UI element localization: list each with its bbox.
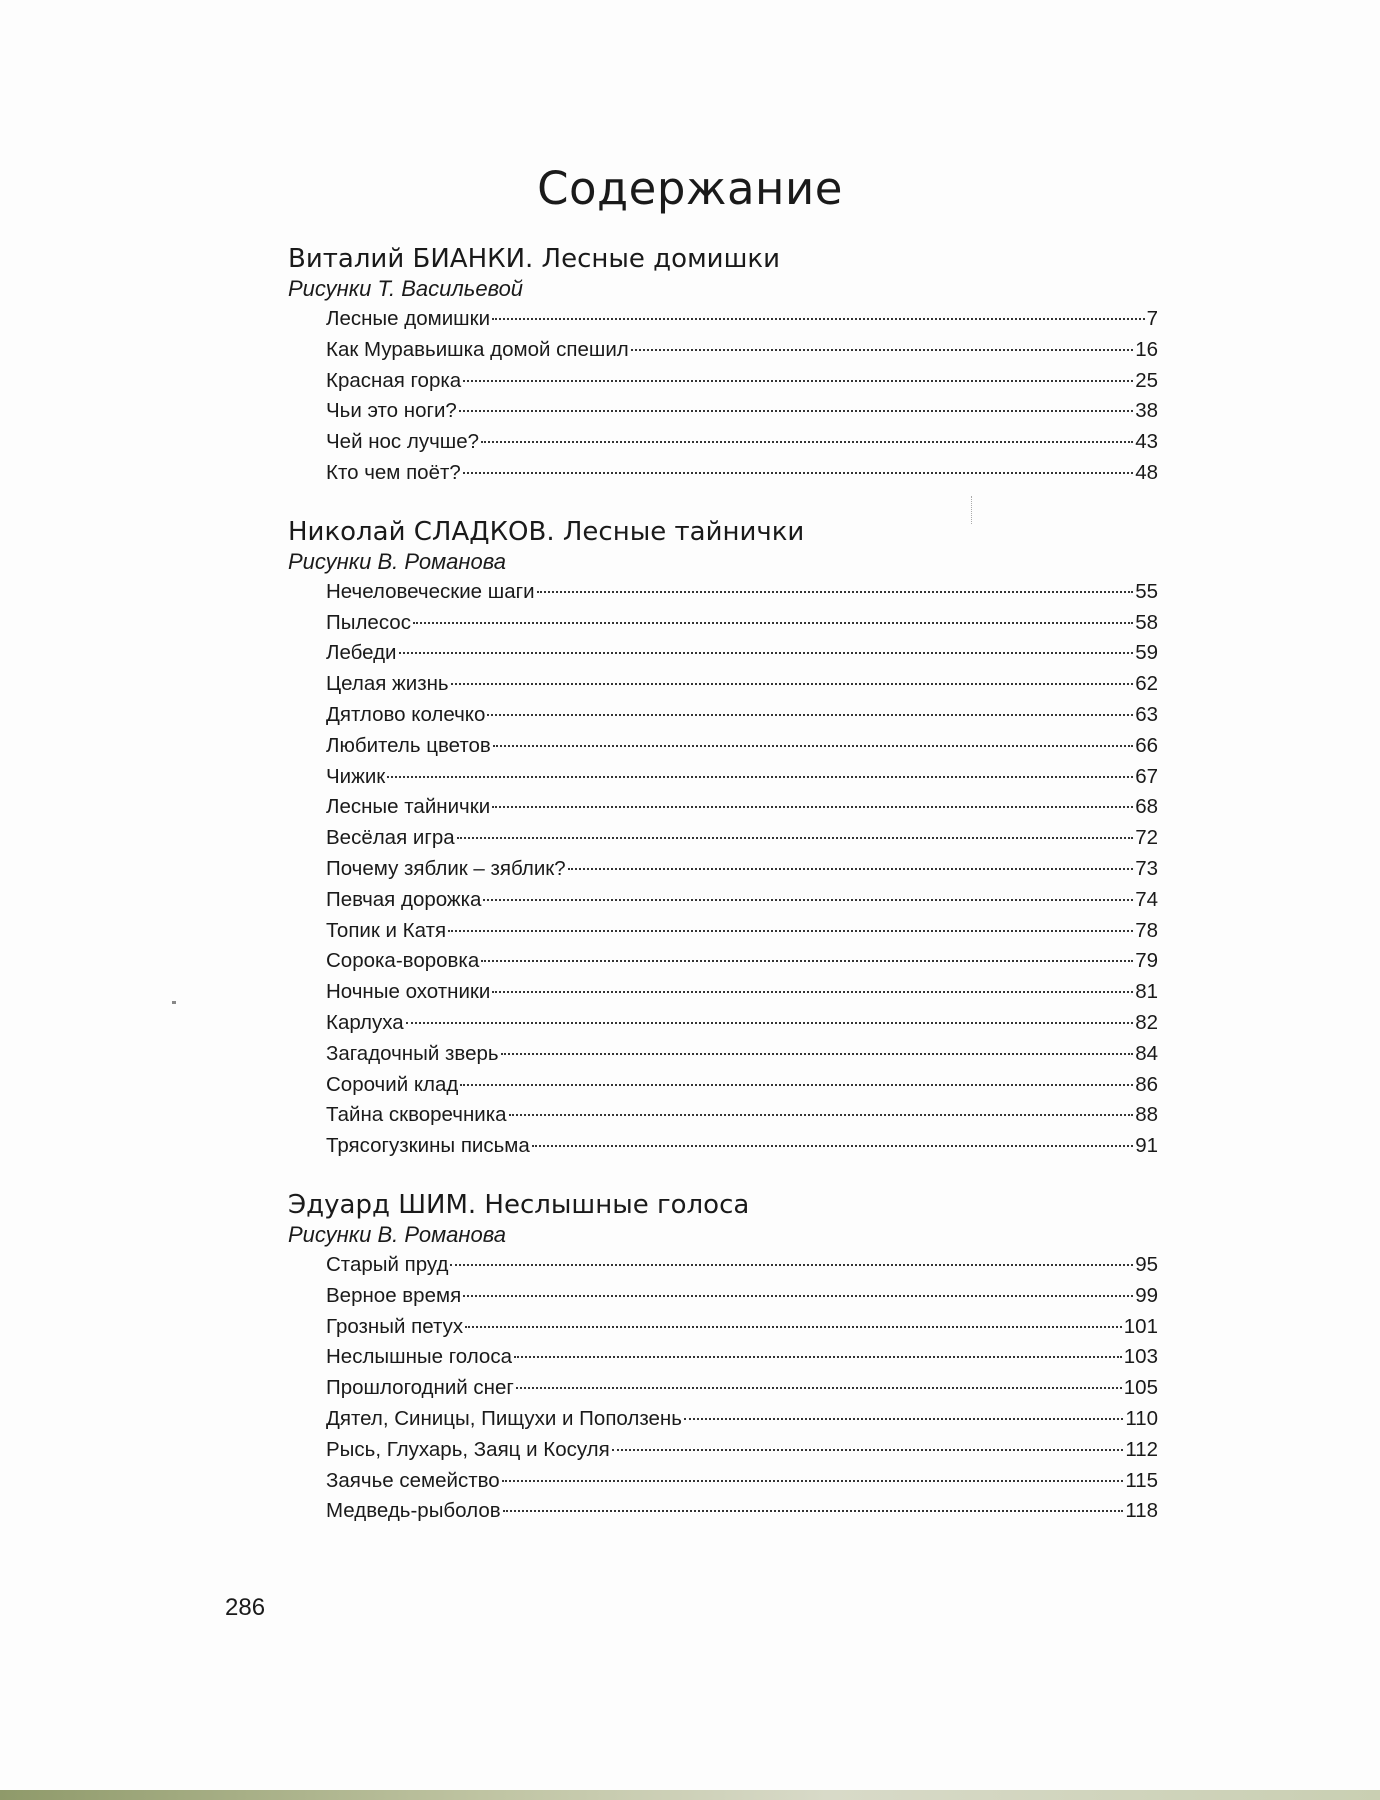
toc-entry-page: 103 (1123, 1345, 1158, 1369)
dot-leader (463, 472, 1133, 474)
toc-entry-page: 118 (1125, 1499, 1158, 1523)
toc-entry-list (326, 304, 1158, 489)
toc-entry (326, 1070, 1158, 1101)
toc-entry (326, 977, 1158, 1008)
dot-leader (481, 960, 1133, 962)
dot-leader (684, 1418, 1123, 1420)
dot-leader (463, 380, 1133, 382)
dot-leader (451, 683, 1134, 685)
dot-leader (537, 591, 1134, 593)
dot-leader (516, 1387, 1122, 1389)
toc-entry (326, 731, 1158, 762)
toc-entry-title: Рысь, Глухарь, Заяц и Косуля (326, 1437, 610, 1461)
toc-entry-title: Ночные охотники (326, 980, 491, 1004)
page-bottom-edge (0, 1790, 1380, 1800)
dot-leader (481, 441, 1133, 443)
toc-entry-page: 74 (1135, 887, 1158, 911)
toc-entry-page: 38 (1135, 399, 1158, 423)
dot-leader (502, 1480, 1124, 1482)
page-title: Содержание (537, 162, 843, 215)
toc-entry-title: Весёлая игра (326, 826, 455, 850)
dot-leader (492, 318, 1145, 320)
toc-entry-page: 82 (1135, 1010, 1158, 1034)
toc-entry-page: 112 (1125, 1437, 1158, 1461)
toc-entry-page: 68 (1135, 795, 1158, 819)
toc-entry-title: Чижик (326, 764, 386, 788)
toc-entry-page: 78 (1135, 918, 1158, 942)
toc-entry (326, 1312, 1158, 1343)
scan-artifact (172, 1001, 176, 1004)
toc-entry-title: Красная горка (326, 368, 462, 392)
toc-entry (326, 792, 1158, 823)
dot-leader (631, 349, 1133, 351)
toc-entry-page: 43 (1135, 430, 1158, 454)
toc-entry (326, 1131, 1158, 1162)
toc-entry-title: Чей нос лучше? (326, 430, 480, 454)
dot-leader (509, 1114, 1134, 1116)
toc-entry-page: 48 (1135, 460, 1158, 484)
toc-entry (326, 1008, 1158, 1039)
section-illustrator: Рисунки В. Романова (288, 1221, 506, 1247)
toc-entry-title: Почему зяблик – зяблик? (326, 856, 566, 880)
toc-entry-page: 79 (1135, 949, 1158, 973)
toc-entry (326, 1435, 1158, 1466)
toc-entry-title: Дятел, Синицы, Пищухи и Поползень (326, 1406, 682, 1430)
toc-entry-page: 58 (1135, 610, 1158, 634)
toc-entry (326, 916, 1158, 947)
toc-entry (326, 304, 1158, 335)
toc-entry-title: Тайна скворечника (326, 1103, 507, 1127)
scan-artifact (971, 496, 973, 524)
toc-entry (326, 885, 1158, 916)
section-illustrator: Рисунки Т. Васильевой (288, 276, 524, 301)
toc-entry-page: 105 (1123, 1376, 1158, 1400)
toc-entry-list (326, 1250, 1158, 1527)
toc-entry-page: 115 (1125, 1468, 1158, 1492)
toc-entry-title: Пылесос (326, 610, 411, 634)
toc-entry-title: Верное время (326, 1283, 462, 1307)
toc-entry-title: Целая жизнь (326, 672, 449, 696)
toc-entry-page: 25 (1135, 368, 1158, 392)
toc-entry (326, 946, 1158, 977)
toc-entry (326, 335, 1158, 366)
toc-entry-page: 66 (1135, 733, 1158, 757)
dot-leader (492, 806, 1133, 808)
toc-entry (326, 1039, 1158, 1070)
dot-leader (487, 714, 1133, 716)
toc-entry (326, 458, 1158, 489)
toc-entry-title: Дятлово колечко (326, 702, 486, 726)
toc-entry (326, 608, 1158, 639)
toc-entry-page: 62 (1135, 672, 1158, 696)
toc-entry-page: 81 (1135, 980, 1158, 1004)
toc-entry (326, 1373, 1158, 1404)
toc-entry-title: Сорока-воровка (326, 949, 480, 973)
toc-entry-title: Грозный петух (326, 1314, 464, 1338)
section-illustrator: Рисунки В. Романова (288, 548, 506, 574)
toc-section (288, 242, 1158, 489)
toc-entry-title: Трясогузкины письма (326, 1134, 530, 1158)
dot-leader (460, 1084, 1133, 1086)
toc-entry-page: 88 (1135, 1103, 1158, 1127)
toc-entry (326, 762, 1158, 793)
toc-entry-page: 73 (1135, 856, 1158, 880)
toc-entry-title: Прошлогодний снег (326, 1376, 514, 1400)
toc-entry-title: Заячье семейство (326, 1468, 500, 1492)
toc-entry (326, 1404, 1158, 1435)
section-author-heading: Виталий БИАНКИ. Лесные домишки (288, 244, 780, 274)
dot-leader (459, 410, 1133, 412)
table-of-contents (288, 242, 1158, 1553)
toc-entry-title: Чьи это ноги? (326, 399, 457, 423)
toc-entry-title: Лесные тайнички (326, 795, 491, 819)
toc-entry-page: 7 (1146, 307, 1158, 330)
toc-entry-page: 101 (1123, 1314, 1158, 1338)
dot-leader (514, 1356, 1122, 1358)
toc-entry-page: 72 (1135, 826, 1158, 850)
toc-entry-page: 84 (1135, 1041, 1158, 1065)
toc-entry-title: Нечеловеческие шаги (326, 579, 535, 603)
toc-entry (326, 700, 1158, 731)
toc-entry-title: Медведь-рыболов (326, 1499, 501, 1523)
dot-leader (493, 745, 1133, 747)
dot-leader (501, 1053, 1134, 1055)
toc-entry (326, 1496, 1158, 1527)
toc-entry-title: Как Муравьишка домой спешил (326, 337, 629, 361)
toc-section (288, 1188, 1158, 1527)
toc-entry (326, 1466, 1158, 1497)
toc-entry-title: Загадочный зверь (326, 1041, 499, 1065)
toc-entry (326, 1250, 1158, 1281)
toc-entry (326, 1100, 1158, 1131)
dot-leader (413, 622, 1133, 624)
dot-leader (612, 1449, 1124, 1451)
toc-entry-page: 110 (1125, 1406, 1158, 1430)
toc-entry (326, 823, 1158, 854)
toc-entry-page: 16 (1135, 337, 1158, 361)
toc-entry-title: Лебеди (326, 641, 397, 665)
toc-entry-title: Карлуха (326, 1010, 404, 1034)
toc-entry-page: 55 (1135, 579, 1158, 603)
dot-leader (387, 776, 1133, 778)
toc-entry (326, 638, 1158, 669)
toc-entry (326, 1281, 1158, 1312)
dot-leader (399, 652, 1134, 654)
dot-leader (450, 1264, 1133, 1266)
dot-leader (568, 868, 1134, 870)
toc-entry-title: Топик и Катя (326, 918, 447, 942)
dot-leader (406, 1022, 1134, 1024)
dot-leader (503, 1510, 1124, 1512)
toc-entry-title: Неслышные голоса (326, 1345, 512, 1369)
toc-entry-page: 99 (1135, 1283, 1158, 1307)
toc-entry (326, 1342, 1158, 1373)
toc-entry-page: 67 (1135, 764, 1158, 788)
dot-leader (532, 1145, 1133, 1147)
toc-entry-title: Кто чем поёт? (326, 460, 461, 484)
toc-entry (326, 854, 1158, 885)
toc-entry (326, 366, 1158, 397)
dot-leader (465, 1326, 1122, 1328)
dot-leader (463, 1295, 1133, 1297)
toc-entry-title: Певчая дорожка (326, 887, 482, 911)
toc-entry-page: 95 (1135, 1252, 1158, 1276)
toc-entry (326, 427, 1158, 458)
dot-leader (457, 837, 1134, 839)
toc-section (288, 515, 1158, 1162)
toc-entry-title: Лесные домишки (326, 307, 491, 330)
dot-leader (483, 899, 1133, 901)
toc-entry (326, 669, 1158, 700)
section-author-heading: Эдуард ШИМ. Неслышные голоса (288, 1189, 750, 1220)
dot-leader (448, 930, 1133, 932)
toc-entry-page: 59 (1135, 641, 1158, 665)
toc-entry-page: 91 (1135, 1134, 1158, 1158)
section-author-heading: Николай СЛАДКОВ. Лесные тайнички (288, 516, 805, 547)
toc-entry-title: Любитель цветов (326, 733, 491, 757)
dot-leader (492, 991, 1133, 993)
toc-entry-list (326, 577, 1158, 1162)
toc-entry-page: 86 (1135, 1072, 1158, 1096)
toc-entry (326, 396, 1158, 427)
page-number: 286 (225, 1594, 266, 1621)
toc-entry-title: Старый пруд (326, 1252, 449, 1276)
toc-entry (326, 577, 1158, 608)
toc-entry-title: Сорочий клад (326, 1072, 459, 1096)
toc-entry-page: 63 (1135, 702, 1158, 726)
